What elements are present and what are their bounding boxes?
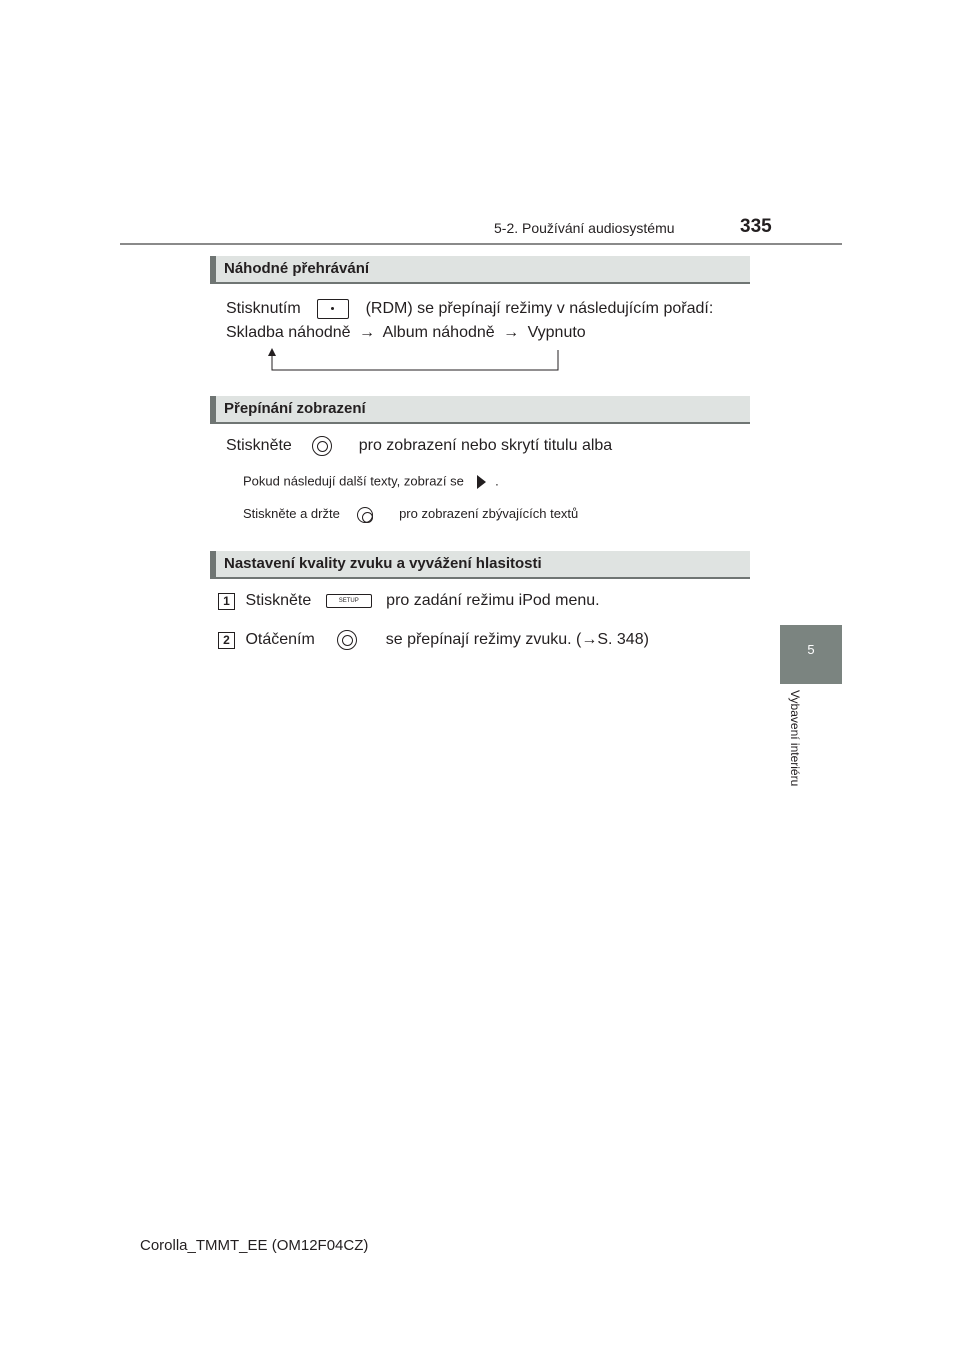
text: Stiskněte (226, 437, 292, 455)
display-note-hold (243, 506, 578, 523)
step-number: 1 (218, 593, 235, 610)
step-number: 2 (218, 632, 235, 649)
text: Stiskněte (245, 592, 312, 609)
sound-step-1 (218, 592, 600, 610)
text: pro zobrazení nebo skrytí titulu alba (358, 437, 613, 455)
footer-model: Corolla_TMMT_EE (OM12F04CZ) (140, 1237, 369, 1254)
display-note-more-text (243, 473, 499, 491)
text: (RDM) se přepínají režimy v následujícím pořadí: (365, 300, 714, 318)
running-header-section: 5-2. Používání audiosystému (494, 220, 675, 236)
chapter-tab-number: 5 (807, 642, 815, 657)
chapter-tab-label: Vybavení interiéru (788, 690, 802, 787)
section-title: Přepínání zobrazení (224, 400, 366, 417)
text: pro zadání režimu iPod menu. (386, 592, 600, 609)
header-rule (120, 243, 842, 245)
section-title: Náhodné přehrávání (224, 260, 370, 277)
text: Otáčením (245, 631, 315, 649)
display-instruction (226, 436, 612, 456)
text: Pokud následují další texty, zobrazí se (243, 473, 464, 489)
section-header-sound (210, 551, 750, 579)
rdm-button-icon (317, 299, 349, 319)
loop-back-arrow-icon (262, 346, 562, 374)
page-number: 335 (740, 216, 772, 237)
arrow-icon: → (503, 324, 520, 341)
section-title: Nastavení kvality zvuku a vyvážení hlasitosti (224, 555, 542, 572)
section-header-random (210, 256, 750, 284)
random-sequence (226, 324, 586, 342)
random-instruction (226, 299, 713, 319)
mode-track-random: Skladba náhodně (226, 324, 351, 341)
more-text-arrow-icon (474, 473, 488, 491)
text: se přepínají režimy zvuku. (→S. 348) (385, 631, 649, 649)
text: . (495, 473, 499, 489)
section-header-display (210, 396, 750, 424)
arrow-icon: → (359, 324, 376, 341)
mode-off: Vypnuto (527, 324, 586, 341)
tune-knob-icon (337, 630, 357, 650)
text: Stisknutím (226, 300, 301, 318)
text: Stiskněte a držte (243, 506, 340, 521)
text: pro zobrazení zbývajících textů (399, 506, 579, 521)
tune-knob-icon (312, 436, 332, 456)
sound-step-2 (218, 630, 649, 650)
tune-knob-icon (357, 507, 373, 523)
mode-album-random: Album náhodně (382, 324, 495, 341)
setup-button-icon: SETUP (326, 594, 372, 608)
